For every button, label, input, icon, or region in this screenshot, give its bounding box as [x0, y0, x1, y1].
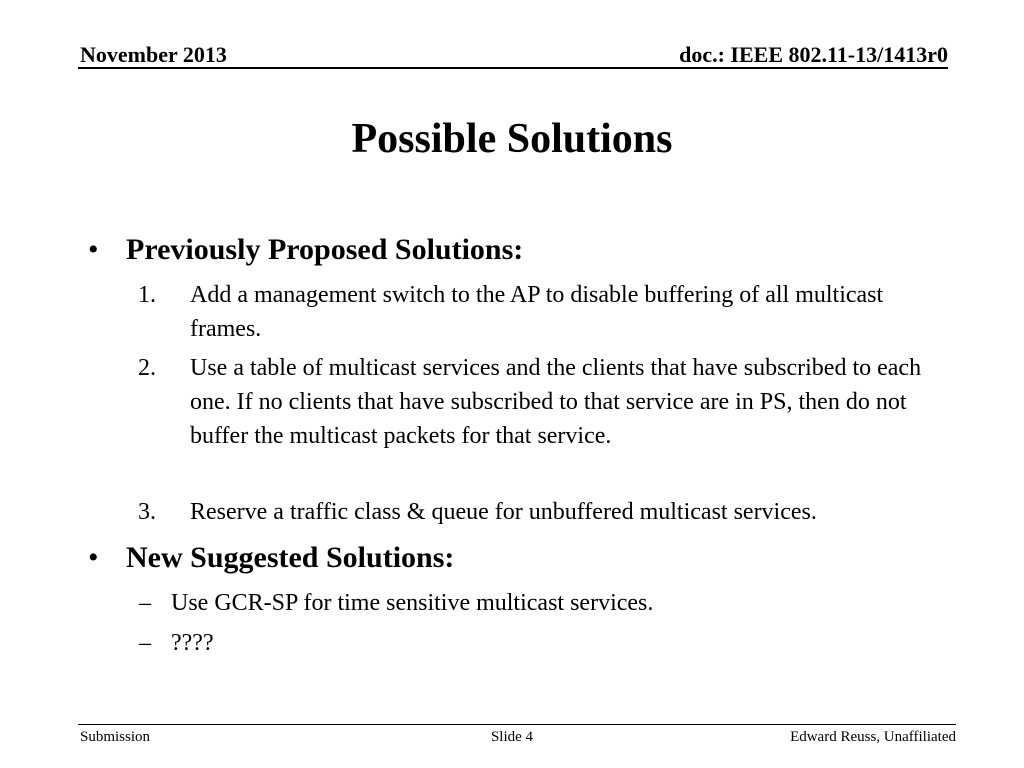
dash-marker: –	[139, 590, 151, 616]
list-item	[138, 351, 950, 453]
section-heading-previous	[88, 232, 524, 268]
list-item-text: Use a table of multicast services and the clients that have subscribed to each one. If no clients that have subscribed to that service are in PS, then do not buffer the multicast packets for that service.	[190, 355, 922, 449]
dash-marker: –	[139, 630, 151, 656]
section-heading-text: Previously Proposed Solutions:	[126, 233, 524, 266]
footer-author: Edward Reuss, Unaffiliated	[790, 729, 956, 745]
list-number: 1.	[138, 282, 156, 308]
footer-divider	[78, 724, 956, 725]
slide-title: Possible Solutions	[351, 116, 673, 162]
list-number: 3.	[138, 499, 156, 525]
header-date: November 2013	[80, 42, 227, 67]
list-item	[138, 495, 950, 529]
list-item-text: ????	[171, 630, 214, 656]
bullet-marker: •	[88, 233, 99, 266]
section-heading-text: New Suggested Solutions:	[126, 541, 455, 574]
list-item-text: Add a management switch to the AP to disable buffering of all multicast frames.	[190, 282, 884, 342]
list-item	[138, 278, 950, 346]
footer-slide-number: Slide 4	[490, 729, 534, 745]
header-doc-id: doc.: IEEE 802.11-13/1413r0	[679, 42, 948, 67]
section-heading-new	[88, 540, 455, 576]
list-item-text: Reserve a traffic class & queue for unbuffered multicast services.	[190, 499, 817, 525]
list-item	[139, 626, 931, 660]
list-item	[139, 586, 931, 620]
bullet-marker: •	[88, 541, 99, 574]
list-item-text: Use GCR-SP for time sensitive multicast services.	[171, 590, 654, 616]
footer-submission: Submission	[80, 729, 151, 745]
list-number: 2.	[138, 355, 156, 381]
